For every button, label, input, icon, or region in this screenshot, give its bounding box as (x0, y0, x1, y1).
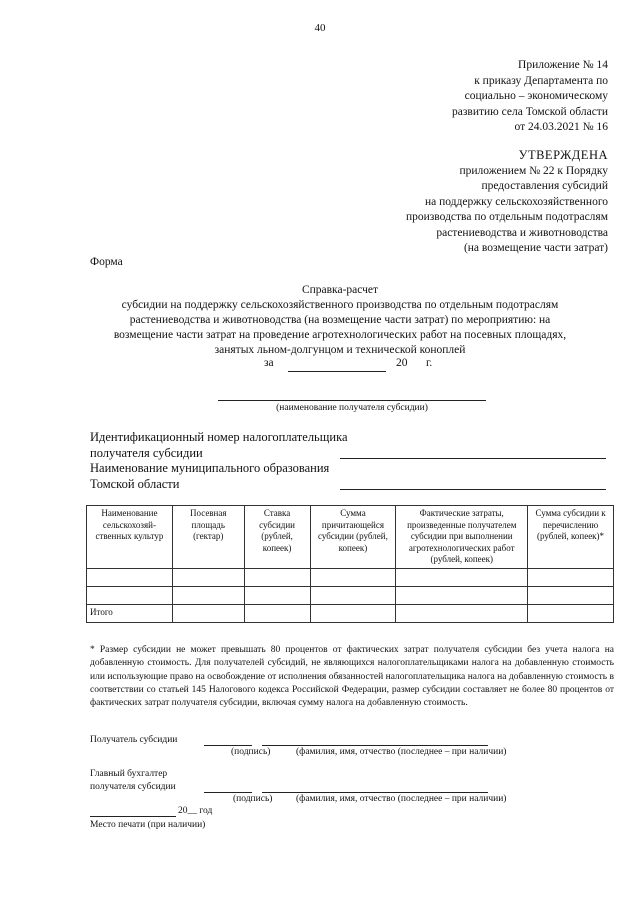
table-cell[interactable] (396, 568, 528, 586)
table-cell[interactable] (310, 604, 396, 622)
recipient-signature-label: Получатель субсидии (90, 735, 178, 745)
inn-field-line[interactable] (340, 458, 606, 459)
date-year: 20__ год (178, 806, 213, 816)
table-header-row (87, 506, 614, 569)
table-row (87, 586, 614, 604)
title-line: растениеводства и животноводства (на возмещение части затрат) по мероприятию: на (129, 314, 551, 326)
header-rate: Ставка субсидии (рублей, копеек) (244, 506, 310, 569)
table-cell[interactable] (396, 586, 528, 604)
inn-label: Идентификационный номер налогоплательщика (90, 430, 348, 444)
appendix-line: от 24.03.2021 № 16 (514, 121, 608, 133)
recipient-name-line[interactable] (218, 400, 486, 401)
appendix-block (452, 58, 608, 136)
header-crop-name: Наименование сельскохозяй-ственных культур (87, 506, 173, 569)
approved-line: (на возмещение части затрат) (463, 242, 608, 254)
table-cell[interactable] (244, 604, 310, 622)
footnote: * Размер субсидии не может превышать 80 процентов от фактических затрат получателя субсидии без учета налога на добавленную стоимость. Для получателей субсидий, не являющихся налогоплательщиками налога на добавленную стоимость или использующие право на освобождение от исполнения обязанностей налогоплательщика налога на добавленную стоимость в соответствии со статьей 145 Налогового кодекса Российской Федерации, размер субсидии составляет не более 80 процентов от фактических затрат получателя субсидии, включая сумму налога на добавленную стоимость. (90, 645, 614, 709)
table-cell[interactable] (310, 586, 396, 604)
appendix-line: к приказу Департамента по (474, 74, 608, 87)
table-cell[interactable] (244, 586, 310, 604)
accountant-name-caption: (фамилия, имя, отчество (последнее – при наличии) (296, 794, 507, 804)
table-row (87, 568, 614, 586)
approved-line: приложением № 22 к Порядку (459, 164, 608, 177)
period-suffix: г. (426, 357, 433, 369)
approved-line: растениеводства и животноводства (436, 226, 608, 239)
table-cell[interactable] (528, 568, 614, 586)
recipient-caption: (наименование получателя субсидии) (276, 403, 428, 413)
title-line: возмещение части затрат на проведение агротехнологических работ на посевных площадях, (113, 329, 567, 341)
table-cell[interactable] (172, 586, 244, 604)
period-prefix: за (264, 357, 274, 369)
period-year: 20 (396, 357, 408, 369)
accountant-label: Главный бухгалтер (90, 769, 168, 779)
stamp-label: Место печати (при наличии) (90, 820, 206, 830)
period-blank[interactable] (288, 371, 386, 372)
accountant-name-field-line[interactable] (262, 792, 488, 793)
title-line: Справка-расчет (301, 284, 379, 296)
approved-heading: УТВЕРЖДЕНА (518, 148, 608, 162)
recipient-name-field-line[interactable] (262, 745, 488, 746)
table-cell[interactable] (244, 568, 310, 586)
identification-block (90, 430, 348, 492)
header-subsidy-due: Сумма причитающейся субсидии (рублей, копеек) (310, 506, 396, 569)
municipality-field-line[interactable] (340, 489, 606, 490)
accountant-signature-caption: (подпись) (233, 794, 273, 804)
subsidy-table (86, 505, 614, 623)
document-title (60, 283, 620, 358)
table-cell[interactable] (87, 586, 173, 604)
table-cell[interactable] (528, 604, 614, 622)
approved-block (406, 148, 608, 257)
page-number: 40 (314, 22, 326, 34)
date-field-line[interactable] (90, 816, 176, 817)
table-cell[interactable] (87, 568, 173, 586)
approved-line: предоставления субсидий (481, 180, 608, 192)
header-actual-costs: Фактические затраты, произведенные получателем субсидии при выполнении агротехнологических работ (рублей, копеек) (396, 506, 528, 569)
accountant-signature-line[interactable] (204, 792, 252, 793)
municipality-label: Наименование муниципального образования (90, 461, 330, 475)
title-line: субсидии на поддержку сельскохозяйственного производства по отдельным подотраслям (121, 299, 559, 311)
recipient-signature-line[interactable] (204, 745, 252, 746)
total-label: Итого (87, 604, 173, 622)
title-line: занятых льном-долгунцом и технической коноплей (214, 344, 466, 356)
appendix-line: Приложение № 14 (518, 59, 608, 71)
municipality-label-2: Томской области (90, 476, 180, 491)
accountant-label-2: получателя субсидии (90, 782, 176, 792)
appendix-line: социально – экономическому (464, 90, 608, 102)
table-cell[interactable] (528, 586, 614, 604)
table-cell[interactable] (172, 604, 244, 622)
table-total-row (87, 604, 614, 622)
form-label: Форма (90, 256, 123, 268)
inn-label-2: получателя субсидии (90, 445, 203, 460)
table-cell[interactable] (310, 568, 396, 586)
approved-line: на поддержку сельскохозяйственного (424, 195, 608, 208)
recipient-name-caption: (фамилия, имя, отчество (последнее – при наличии) (296, 747, 507, 757)
table-cell[interactable] (396, 604, 528, 622)
recipient-signature-caption: (подпись) (231, 747, 271, 757)
header-subsidy-transfer: Сумма субсидии к перечислению (рублей, копеек)* (528, 506, 614, 569)
table-cell[interactable] (172, 568, 244, 586)
appendix-line: развитию села Томской области (452, 105, 608, 118)
header-sown-area: Посевная площадь (гектар) (172, 506, 244, 569)
approved-line: производства по отдельным подотраслям (405, 211, 608, 223)
